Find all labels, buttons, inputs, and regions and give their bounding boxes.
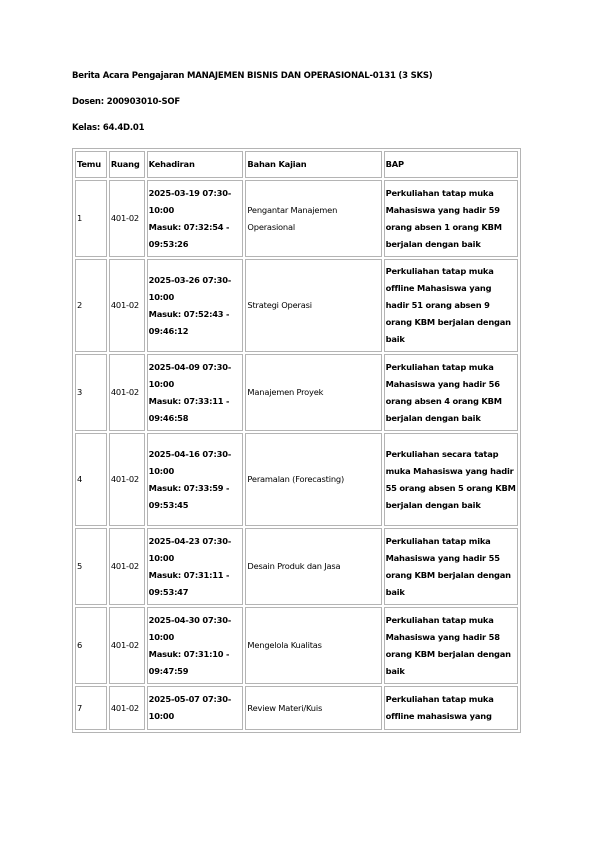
lecturer-line: Dosen: 200903010-SOF bbox=[72, 97, 181, 107]
cell-bap: Perkuliahan tatap muka Mahasiswa yang hadir 59 orang absen 1 orang KBM berjalan dengan baik bbox=[384, 180, 518, 257]
cell-bahan: Manajemen Proyek bbox=[245, 354, 381, 431]
cell-kehadiran bbox=[147, 259, 244, 352]
cell-bahan: Pengantar Manajemen Operasional bbox=[245, 180, 381, 257]
cell-masuk: Masuk: 07:52:43 - 09:46:12 bbox=[148, 308, 230, 336]
cell-temu: 5 bbox=[75, 528, 107, 605]
cell-masuk: Masuk: 07:31:10 - 09:47:59 bbox=[148, 648, 230, 676]
cell-jadwal: 2025-04-16 07:30-10:00 bbox=[148, 448, 232, 476]
cell-bahan: Strategi Operasi bbox=[245, 259, 381, 352]
cell-bap: Perkuliahan tatap mika Mahasiswa yang hadir 55 orang KBM berjalan dengan baik bbox=[384, 528, 518, 605]
cell-ruang: 401-02 bbox=[109, 433, 145, 526]
cell-ruang: 401-02 bbox=[109, 354, 145, 431]
cell-kehadiran bbox=[147, 180, 244, 257]
cell-masuk: Masuk: 07:33:59 - 09:53:45 bbox=[148, 482, 230, 510]
table-row bbox=[75, 607, 518, 684]
cell-bap: Perkuliahan tatap muka Mahasiswa yang hadir 56 orang absen 4 orang KBM berjalan dengan baik bbox=[384, 354, 518, 431]
column-header-bap: BAP bbox=[384, 151, 518, 178]
column-header-bahan-kajian: Bahan Kajian bbox=[245, 151, 381, 178]
cell-bap: Perkuliahan tatap muka offline mahasiswa yang bbox=[384, 686, 518, 730]
table-row bbox=[75, 433, 518, 526]
cell-jadwal: 2025-03-26 07:30-10:00 bbox=[148, 274, 232, 302]
cell-bap: Perkuliahan secara tatap muka Mahasiswa yang hadir 55 orang absen 5 orang KBM berjalan dengan baik bbox=[384, 433, 518, 526]
cell-bahan: Mengelola Kualitas bbox=[245, 607, 381, 684]
cell-bahan: Review Materi/Kuis bbox=[245, 686, 381, 730]
cell-kehadiran bbox=[147, 354, 244, 431]
column-header-kehadiran: Kehadiran bbox=[147, 151, 244, 178]
cell-ruang: 401-02 bbox=[109, 686, 145, 730]
table-row bbox=[75, 528, 518, 605]
cell-jadwal: 2025-03-19 07:30-10:00 bbox=[148, 187, 232, 215]
cell-ruang: 401-02 bbox=[109, 259, 145, 352]
cell-temu: 7 bbox=[75, 686, 107, 730]
cell-bahan: Desain Produk dan Jasa bbox=[245, 528, 381, 605]
cell-temu: 6 bbox=[75, 607, 107, 684]
cell-kehadiran bbox=[147, 607, 244, 684]
cell-jadwal: 2025-04-09 07:30-10:00 bbox=[148, 361, 232, 389]
cell-temu: 1 bbox=[75, 180, 107, 257]
cell-temu: 4 bbox=[75, 433, 107, 526]
cell-kehadiran bbox=[147, 686, 244, 730]
cell-ruang: 401-02 bbox=[109, 528, 145, 605]
cell-kehadiran bbox=[147, 528, 244, 605]
cell-jadwal: 2025-04-30 07:30-10:00 bbox=[148, 614, 232, 642]
cell-masuk: Masuk: 07:33:11 - 09:46:58 bbox=[148, 395, 230, 423]
cell-ruang: 401-02 bbox=[109, 607, 145, 684]
cell-jadwal: 2025-05-07 07:30-10:00 bbox=[148, 694, 232, 721]
cell-jadwal: 2025-04-23 07:30-10:00 bbox=[148, 535, 232, 563]
cell-bap: Perkuliahan tatap muka Mahasiswa yang hadir 58 orang KBM berjalan dengan baik bbox=[384, 607, 518, 684]
cell-bahan: Peramalan (Forecasting) bbox=[245, 433, 381, 526]
class-line: Kelas: 64.4D.01 bbox=[72, 123, 145, 133]
cell-masuk: Masuk: 07:32:54 - 09:53:26 bbox=[148, 221, 230, 249]
column-header-temu: Temu bbox=[75, 151, 107, 178]
cell-bap: Perkuliahan tatap muka offline Mahasiswa yang hadir 51 orang absen 9 orang KBM berjalan dengan baik bbox=[384, 259, 518, 352]
document-title: Berita Acara Pengajaran MANAJEMEN BISNIS DAN OPERASIONAL-0131 (3 SKS) bbox=[72, 71, 433, 81]
table-row bbox=[75, 259, 518, 352]
cell-kehadiran bbox=[147, 433, 244, 526]
cell-ruang: 401-02 bbox=[109, 180, 145, 257]
cell-temu: 3 bbox=[75, 354, 107, 431]
table-row bbox=[75, 686, 518, 730]
table-row bbox=[75, 354, 518, 431]
table-row bbox=[75, 180, 518, 257]
attendance-table bbox=[72, 148, 521, 733]
column-header-ruang: Ruang bbox=[109, 151, 145, 178]
cell-temu: 2 bbox=[75, 259, 107, 352]
table-header-row bbox=[75, 151, 518, 178]
cell-masuk: Masuk: 07:31:11 - 09:53:47 bbox=[148, 569, 230, 597]
